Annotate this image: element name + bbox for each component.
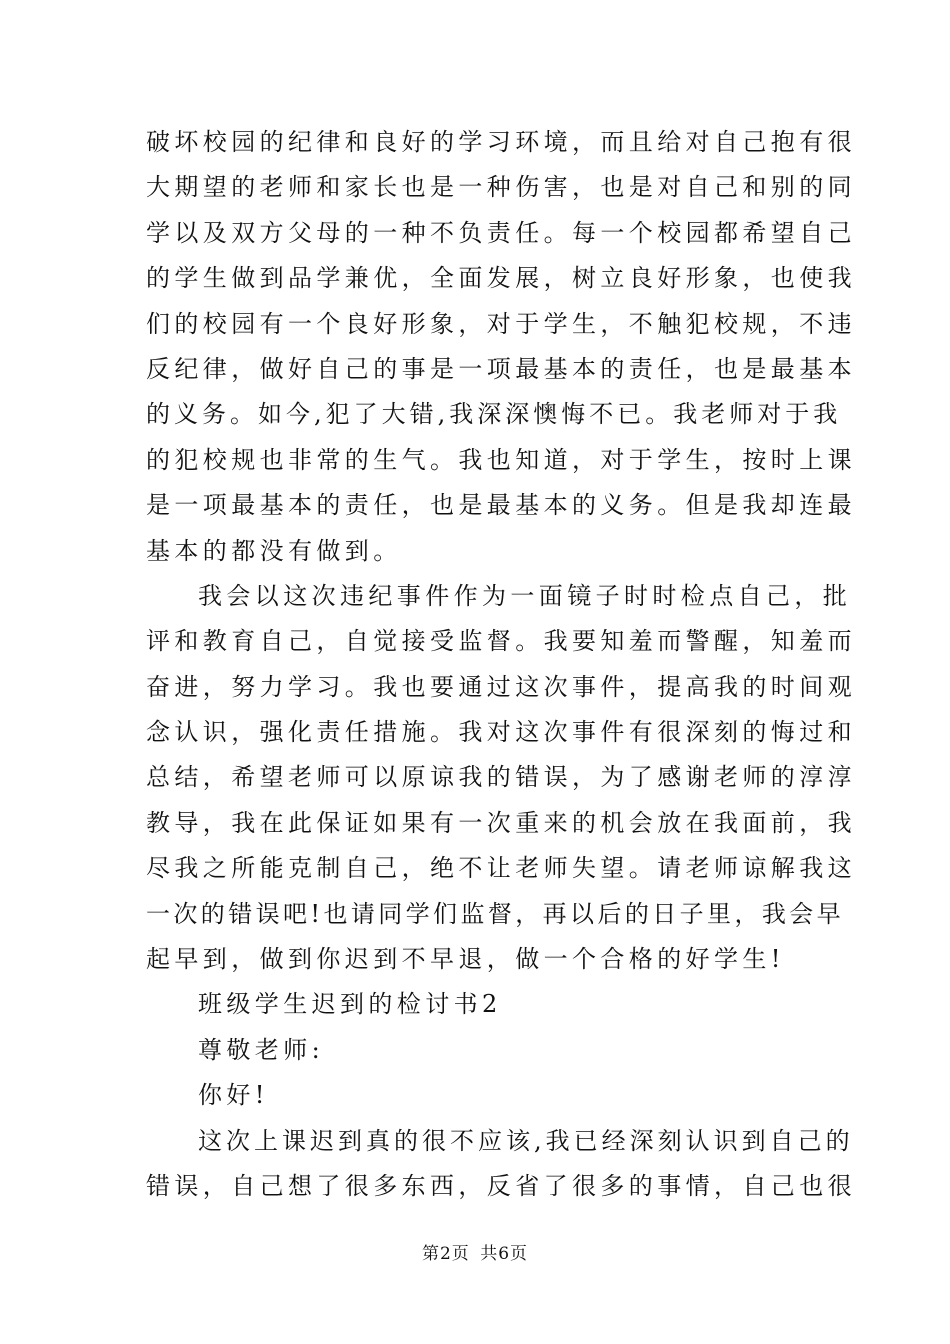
page-footer: [0, 1242, 950, 1266]
text-line: 基本的都没有做到。: [146, 536, 402, 565]
text-line: 学以及双方父母的一种不负责任。每一个校园都希望自己: [146, 218, 856, 247]
text-line: 的犯校规也非常的生气。我也知道，对于学生，按时上课: [146, 445, 856, 474]
text-line: 的学生做到品学兼优，全面发展，树立良好形象，也使我: [146, 264, 856, 293]
text-line: 评和教育自己，自觉接受监督。我要知羞而警醒，知羞而: [146, 627, 856, 656]
text-line: 尽我之所能克制自己，绝不让老师失望。请老师谅解我这: [146, 854, 856, 883]
text-line: 们的校园有一个良好形象，对于学生，不触犯校规，不违: [146, 309, 856, 338]
text-line: 反纪律，做好自己的事是一项最基本的责任，也是最基本: [146, 354, 856, 383]
greeting: 你好!: [198, 1081, 269, 1110]
text-line: 破坏校园的纪律和良好的学习环境，而且给对自己抱有很: [146, 128, 856, 156]
paragraph-first-line: 我会以这次违纪事件作为一面镜子时时检点自己，批: [198, 581, 852, 610]
section-title: 班级学生迟到的检讨书2: [198, 990, 502, 1019]
text-line: 奋进，努力学习。我也要通过这次事件，提高我的时间观: [146, 672, 856, 701]
text-line: 总结，希望老师可以原谅我的错误，为了感谢老师的淳淳: [146, 763, 856, 792]
text-line: 念认识，强化责任措施。我对这次事件有很深刻的悔过和: [146, 718, 856, 747]
text-line: 的义务。如今,犯了大错,我深深懊悔不已。我老师对于我: [146, 400, 842, 429]
document-body: [146, 120, 856, 1209]
salutation: 尊敬老师:: [198, 1035, 325, 1064]
paragraph-first-line: 这次上课迟到真的很不应该,我已经深刻认识到自己的: [198, 1126, 854, 1155]
text-line: 起早到，做到你迟到不早退，做一个合格的好学生!: [146, 945, 785, 974]
text-line: 错误，自己想了很多东西，反省了很多的事情，自己也很: [146, 1171, 856, 1200]
page-number: 第2页: [421, 1244, 470, 1264]
text-line: 是一项最基本的责任，也是最基本的义务。但是我却连最: [146, 491, 856, 520]
text-line: 教导，我在此保证如果有一次重来的机会放在我面前，我: [146, 808, 856, 837]
text-line: 大期望的老师和家长也是一种伤害，也是对自己和别的同: [146, 173, 856, 202]
page-total: 共6页: [480, 1244, 529, 1264]
text-line: 一次的错误吧!也请同学们监督，再以后的日子里，我会早: [146, 899, 845, 928]
